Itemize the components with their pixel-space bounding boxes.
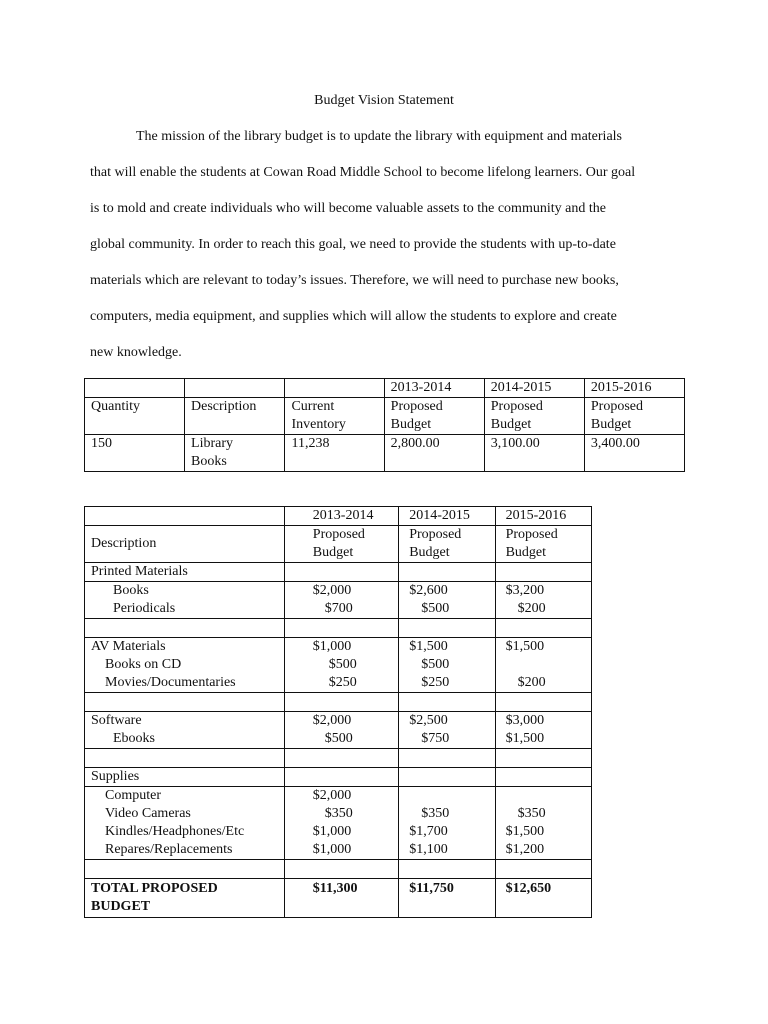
year-header: 2015-2016 <box>495 507 591 526</box>
table-row <box>85 379 685 398</box>
item-list: Software Ebooks <box>85 712 285 749</box>
proposed-budget-header: Proposed Budget <box>284 526 398 563</box>
table-row <box>85 768 592 787</box>
year-header: 2014-2015 <box>399 507 495 526</box>
paragraph-line: The mission of the library budget is to update the library with equipment and materials <box>136 129 622 144</box>
proposed-budget-header: Proposed Budget <box>384 398 484 435</box>
table-row <box>85 712 592 749</box>
inventory-header: Current Inventory <box>285 398 384 435</box>
category-label: Supplies <box>85 768 285 787</box>
budget-cell: 2,800.00 <box>384 435 484 472</box>
table-row <box>85 693 592 712</box>
table-row <box>85 787 592 860</box>
paragraph-line: global community. In order to reach this goal, we need to provide the students with up-to-date <box>90 237 616 252</box>
budget-cell: $1,500 $200 <box>495 638 591 693</box>
inventory-table <box>84 378 685 472</box>
proposed-budget-header: Proposed Budget <box>484 398 584 435</box>
table-row <box>85 526 592 563</box>
total-cell: $12,650 <box>495 879 591 918</box>
budget-cell: 3,400.00 <box>584 435 684 472</box>
budget-cell: $3,200 $200 <box>495 582 591 619</box>
year-header: 2013-2014 <box>284 507 398 526</box>
table-row <box>85 860 592 879</box>
budget-cell: $350 $1,700 $1,100 <box>399 787 495 860</box>
paragraph-line: that will enable the students at Cowan Road Middle School to become lifelong learners. Our goal <box>90 165 636 180</box>
year-header: 2013-2014 <box>384 379 484 398</box>
budget-cell: $350 $1,500 $1,200 <box>495 787 591 860</box>
total-cell: $11,300 <box>284 879 398 918</box>
description-cell: Library Books <box>185 435 285 472</box>
budget-table <box>84 506 592 918</box>
table-row <box>85 398 685 435</box>
quantity-cell: 150 <box>85 435 185 472</box>
category-label: Printed Materials <box>85 563 285 582</box>
total-cell: $11,750 <box>399 879 495 918</box>
budget-cell: $2,000 $500 <box>284 712 398 749</box>
year-header: 2015-2016 <box>584 379 684 398</box>
table-row <box>85 435 685 472</box>
table-row <box>85 619 592 638</box>
budget-cell: $2,000 $700 <box>284 582 398 619</box>
description-header: Description <box>185 398 285 435</box>
paragraph-line: new knowledge. <box>90 345 182 360</box>
table-row <box>85 507 592 526</box>
item-list: Computer Video Cameras Kindles/Headphones/Etc Repares/Replacements <box>85 787 285 860</box>
paragraph-line: is to mold and create individuals who will become valuable assets to the community and the <box>90 201 606 216</box>
year-header: 2014-2015 <box>484 379 584 398</box>
item-list: Books Periodicals <box>85 582 285 619</box>
budget-cell: $1,500 $500 $250 <box>399 638 495 693</box>
table-row <box>85 563 592 582</box>
budget-cell: $3,000 $1,500 <box>495 712 591 749</box>
paragraph-line: computers, media equipment, and supplies which will allow the students to explore and create <box>90 309 617 324</box>
table-row <box>85 749 592 768</box>
quantity-header: Quantity <box>85 398 185 435</box>
proposed-budget-header: Proposed Budget <box>399 526 495 563</box>
budget-cell: $2,500 $750 <box>399 712 495 749</box>
proposed-budget-header: Proposed Budget <box>495 526 591 563</box>
description-header: Description <box>85 526 285 563</box>
total-row <box>85 879 592 918</box>
budget-cell: $1,000 $500 $250 <box>284 638 398 693</box>
paragraph-line: materials which are relevant to today’s issues. Therefore, we will need to purchase new books, <box>90 273 619 288</box>
table-row <box>85 582 592 619</box>
item-list: AV Materials Books on CD Movies/Documentaries <box>85 638 285 693</box>
inventory-cell: 11,238 <box>285 435 384 472</box>
total-label: TOTAL PROPOSED BUDGET <box>85 879 285 918</box>
page-title: Budget Vision Statement <box>314 93 454 108</box>
table-row <box>85 638 592 693</box>
budget-cell: $2,600 $500 <box>399 582 495 619</box>
proposed-budget-header: Proposed Budget <box>584 398 684 435</box>
budget-cell: 3,100.00 <box>484 435 584 472</box>
budget-cell: $2,000 $350 $1,000 $1,000 <box>284 787 398 860</box>
